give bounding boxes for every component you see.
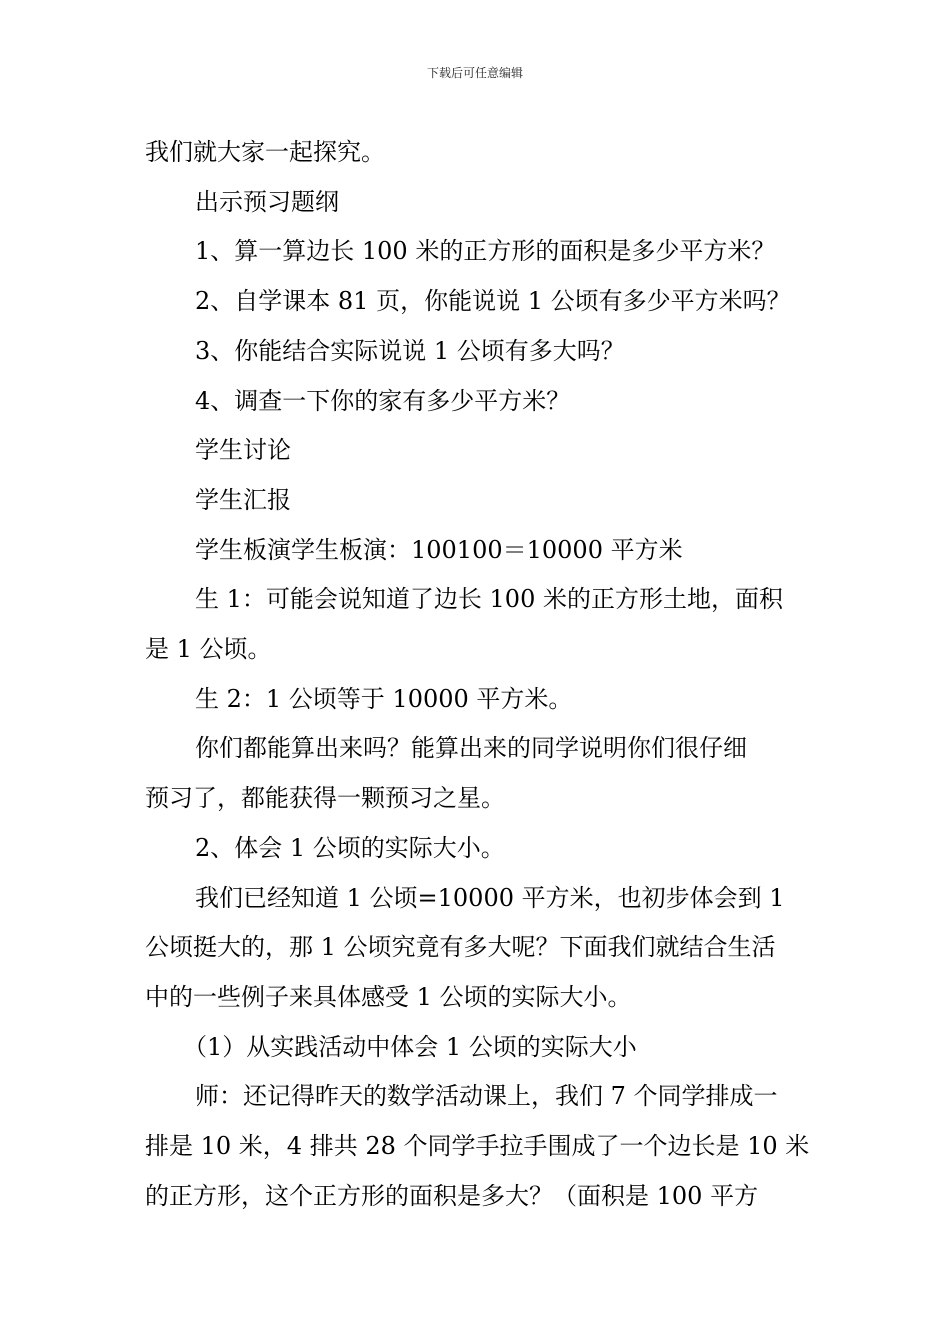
paragraph-line: 我们就大家一起探究。: [145, 138, 385, 166]
paragraph-line: 4、调查一下你的家有多少平方米？: [195, 386, 571, 415]
paragraph-line: 预习了，都能获得一颗预习之星。: [145, 784, 505, 813]
paragraph-line: 出示预习题纲: [195, 187, 339, 216]
paragraph-line: 排是 10 米，4 排共 28 个同学手拉手围成了一个边长是 10 米: [145, 1132, 810, 1161]
paragraph-line: 学生汇报: [195, 485, 291, 514]
page-header: 下载后可任意编辑: [426, 66, 523, 80]
paragraph-line: 学生讨论: [195, 436, 291, 465]
paragraph-line: （1）从实践活动中体会 1 公顷的实际大小: [183, 1032, 637, 1061]
paragraph-line: 2、体会 1 公顷的实际大小。: [195, 833, 505, 862]
document-body: [145, 128, 813, 1221]
paragraph-line: 学生板演学生板演：100100＝10000 平方米: [195, 535, 683, 564]
paragraph-line: 你们都能算出来吗？能算出来的同学说明你们很仔细: [195, 734, 747, 763]
paragraph-line: 的正方形，这个正方形的面积是多大？（面积是 100 平方: [145, 1181, 759, 1210]
paragraph-line: 生 1：可能会说知道了边长 100 米的正方形土地，面积: [195, 585, 783, 614]
paragraph-line: 生 2：1 公顷等于 10000 平方米。: [195, 684, 573, 713]
paragraph-line: 我们已经知道 1 公顷=10000 平方米，也初步体会到 1: [195, 883, 785, 912]
paragraph-line: 公顷挺大的，那 1 公顷究竟有多大呢？下面我们就结合生活: [145, 933, 776, 962]
paragraph-line: 2、自学课本 81 页，你能说说 1 公顷有多少平方米吗？: [195, 287, 791, 316]
paragraph-line: 3、你能结合实际说说 1 公顷有多大吗？: [195, 336, 625, 365]
paragraph-line: 是 1 公顷。: [145, 635, 272, 664]
paragraph-line: 1、算一算边长 100 米的正方形的面积是多少平方米？: [195, 237, 776, 266]
paragraph-line: 中的一些例子来具体感受 1 公顷的实际大小。: [145, 982, 632, 1011]
paragraph-line: 师：还记得昨天的数学活动课上，我们 7 个同学排成一: [195, 1082, 778, 1111]
